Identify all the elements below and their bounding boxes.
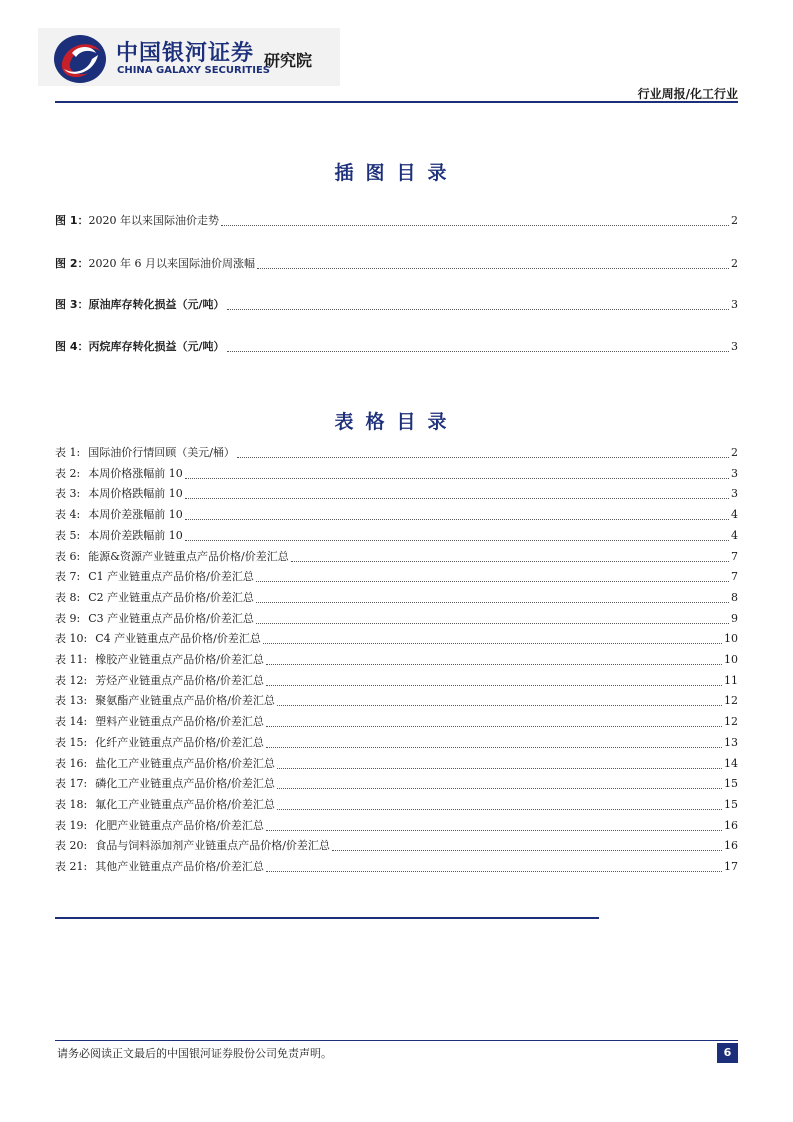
table-toc-page: 7 xyxy=(731,550,738,563)
toc-leader-dots xyxy=(266,684,722,686)
toc-leader-dots xyxy=(332,849,722,851)
table-toc-label: 表 12: xyxy=(55,674,88,687)
table-toc-label: 表 11: xyxy=(55,653,88,666)
page-number: 6 xyxy=(717,1043,738,1063)
figure-toc-title: 2020 年以来国际油价走势 xyxy=(88,214,219,227)
table-toc-label: 表 6: xyxy=(55,550,81,563)
table-toc-label: 表 16: xyxy=(55,757,88,770)
toc-leader-dots xyxy=(185,518,729,520)
table-toc-title: 本周价差涨幅前 10 xyxy=(88,508,183,521)
table-toc-label: 表 19: xyxy=(55,819,88,832)
figure-toc-entry[interactable] xyxy=(55,339,738,355)
table-toc-entry[interactable] xyxy=(55,549,738,565)
footer-disclaimer: 请务必阅读正文最后的中国银河证券股份公司免责声明。 xyxy=(57,1047,332,1060)
table-toc-page: 16 xyxy=(724,819,738,832)
table-toc-page: 11 xyxy=(724,674,738,687)
table-toc-page: 17 xyxy=(724,860,738,873)
table-toc-page: 8 xyxy=(731,591,738,604)
table-toc-entry[interactable] xyxy=(55,735,738,751)
table-toc-page: 4 xyxy=(731,508,738,521)
toc-leader-dots xyxy=(256,601,729,603)
toc-leader-dots xyxy=(237,456,729,458)
toc-leader-dots xyxy=(266,870,722,872)
table-toc-title: C3 产业链重点产品价格/价差汇总 xyxy=(88,612,254,625)
table-toc-entry[interactable] xyxy=(55,590,738,606)
figure-toc-page: 2 xyxy=(731,214,738,227)
table-toc-label: 表 4: xyxy=(55,508,81,521)
table-toc-entry[interactable] xyxy=(55,652,738,668)
table-toc-page: 3 xyxy=(731,467,738,480)
figure-toc-page: 3 xyxy=(731,298,738,311)
figure-toc-page: 3 xyxy=(731,340,738,353)
table-toc-page: 2 xyxy=(731,446,738,459)
table-toc-page: 4 xyxy=(731,529,738,542)
table-toc-entry[interactable] xyxy=(55,714,738,730)
toc-leader-dots xyxy=(277,808,722,810)
toc-leader-dots xyxy=(291,560,729,562)
logo-company-name-cn: 中国银河证券 xyxy=(116,41,255,66)
toc-leader-dots xyxy=(266,829,722,831)
table-toc-page: 10 xyxy=(724,653,738,666)
table-toc-title: 磷化工产业链重点产品价格/价差汇总 xyxy=(95,777,275,790)
table-toc-title: 本周价格跌幅前 10 xyxy=(88,487,183,500)
table-toc-label: 表 20: xyxy=(55,839,88,852)
toc-leader-dots xyxy=(277,767,722,769)
toc-leader-dots xyxy=(266,725,722,727)
table-toc-entry[interactable] xyxy=(55,756,738,772)
table-toc-title: 氟化工产业链重点产品价格/价差汇总 xyxy=(95,798,275,811)
toc-leader-dots xyxy=(227,350,729,352)
table-toc-title: 化纤产业链重点产品价格/价差汇总 xyxy=(95,736,264,749)
table-toc-label: 表 3: xyxy=(55,487,81,500)
table-toc-title: C2 产业链重点产品价格/价差汇总 xyxy=(88,591,254,604)
table-toc-title: 能源&资源产业链重点产品价格/价差汇总 xyxy=(88,550,289,563)
table-toc-entry[interactable] xyxy=(55,838,738,854)
table-toc-title: 国际油价行情回顾（美元/桶） xyxy=(88,446,235,459)
toc-leader-dots xyxy=(277,704,722,706)
toc-leader-dots xyxy=(185,497,729,499)
table-toc-label: 表 9: xyxy=(55,612,81,625)
table-toc-entry[interactable] xyxy=(55,528,738,544)
logo-institute: 研究院 xyxy=(264,51,313,70)
header-divider xyxy=(55,101,738,103)
table-toc-title: C1 产业链重点产品价格/价差汇总 xyxy=(88,570,254,583)
tables-toc-title: 表格目录 xyxy=(334,411,459,433)
table-toc-entry[interactable] xyxy=(55,466,738,482)
table-toc-label: 表 7: xyxy=(55,570,81,583)
table-toc-page: 3 xyxy=(731,487,738,500)
table-toc-page: 15 xyxy=(724,798,738,811)
table-toc-label: 表 18: xyxy=(55,798,88,811)
table-toc-title: 本周价格涨幅前 10 xyxy=(88,467,183,480)
table-toc-title: C4 产业链重点产品价格/价差汇总 xyxy=(95,632,261,645)
table-toc-title: 塑料产业链重点产品价格/价差汇总 xyxy=(95,715,264,728)
figure-toc-title: 原油库存转化损益（元/吨） xyxy=(88,298,225,311)
table-toc-page: 9 xyxy=(731,612,738,625)
table-toc-entry[interactable] xyxy=(55,507,738,523)
table-toc-label: 表 10: xyxy=(55,632,88,645)
table-toc-page: 16 xyxy=(724,839,738,852)
table-toc-page: 13 xyxy=(724,736,738,749)
table-toc-label: 表 5: xyxy=(55,529,81,542)
figure-toc-label: 图 4： xyxy=(55,340,89,353)
table-toc-entry[interactable] xyxy=(55,776,738,792)
figure-toc-page: 2 xyxy=(731,257,738,270)
table-toc-label: 表 21: xyxy=(55,860,88,873)
toc-leader-dots xyxy=(256,622,729,624)
table-toc-entry[interactable] xyxy=(55,818,738,834)
report-type: 行业周报/化工行业 xyxy=(637,87,738,101)
table-toc-title: 聚氨酯产业链重点产品价格/价差汇总 xyxy=(95,694,275,707)
figure-toc-entry[interactable] xyxy=(55,297,738,313)
table-toc-label: 表 8: xyxy=(55,591,81,604)
table-toc-label: 表 13: xyxy=(55,694,88,707)
figure-toc-label: 图 3： xyxy=(55,298,89,311)
table-toc-label: 表 15: xyxy=(55,736,88,749)
toc-leader-dots xyxy=(266,663,722,665)
figure-toc-title: 2020 年 6 月以来国际油价周涨幅 xyxy=(88,257,255,270)
table-toc-page: 12 xyxy=(724,715,738,728)
table-toc-entry[interactable] xyxy=(55,445,738,461)
toc-leader-dots xyxy=(263,642,722,644)
table-toc-title: 盐化工产业链重点产品价格/价差汇总 xyxy=(95,757,275,770)
section-end-divider xyxy=(55,917,599,919)
table-toc-entry[interactable] xyxy=(55,693,738,709)
table-toc-title: 食品与饲料添加剂产业链重点产品价格/价差汇总 xyxy=(95,839,330,852)
toc-leader-dots xyxy=(256,580,729,582)
figures-toc-title: 插图目录 xyxy=(334,162,459,184)
table-toc-label: 表 17: xyxy=(55,777,88,790)
table-toc-title: 橡胶产业链重点产品价格/价差汇总 xyxy=(95,653,264,666)
table-toc-entry[interactable] xyxy=(55,631,738,647)
table-toc-title: 其他产业链重点产品价格/价差汇总 xyxy=(95,860,264,873)
figure-toc-entry[interactable] xyxy=(55,213,738,229)
table-toc-page: 7 xyxy=(731,570,738,583)
toc-leader-dots xyxy=(185,539,729,541)
figure-toc-title: 丙烷库存转化损益（元/吨） xyxy=(88,340,225,353)
table-toc-page: 14 xyxy=(724,757,738,770)
table-toc-entry[interactable] xyxy=(55,859,738,875)
table-toc-label: 表 2: xyxy=(55,467,81,480)
logo-company-name-en: CHINA GALAXY SECURITIES xyxy=(117,65,270,76)
figure-toc-label: 图 1： xyxy=(55,214,89,227)
toc-leader-dots xyxy=(227,308,729,310)
toc-leader-dots xyxy=(257,267,729,269)
table-toc-label: 表 1: xyxy=(55,446,81,459)
table-toc-title: 化肥产业链重点产品价格/价差汇总 xyxy=(95,819,264,832)
table-toc-page: 10 xyxy=(724,632,738,645)
toc-leader-dots xyxy=(221,224,729,226)
table-toc-page: 12 xyxy=(724,694,738,707)
figure-toc-entry[interactable] xyxy=(55,256,738,272)
table-toc-title: 本周价差跌幅前 10 xyxy=(88,529,183,542)
galaxy-logo-icon xyxy=(52,33,108,85)
table-toc-entry[interactable] xyxy=(55,673,738,689)
table-toc-entry[interactable] xyxy=(55,569,738,585)
table-toc-entry[interactable] xyxy=(55,611,738,627)
table-toc-page: 15 xyxy=(724,777,738,790)
toc-leader-dots xyxy=(185,477,729,479)
table-toc-entry[interactable] xyxy=(55,797,738,813)
table-toc-entry[interactable] xyxy=(55,486,738,502)
toc-leader-dots xyxy=(277,787,722,789)
footer-divider xyxy=(55,1040,738,1041)
toc-leader-dots xyxy=(266,746,722,748)
table-toc-title: 芳烃产业链重点产品价格/价差汇总 xyxy=(95,674,264,687)
figure-toc-label: 图 2： xyxy=(55,257,89,270)
table-toc-label: 表 14: xyxy=(55,715,88,728)
